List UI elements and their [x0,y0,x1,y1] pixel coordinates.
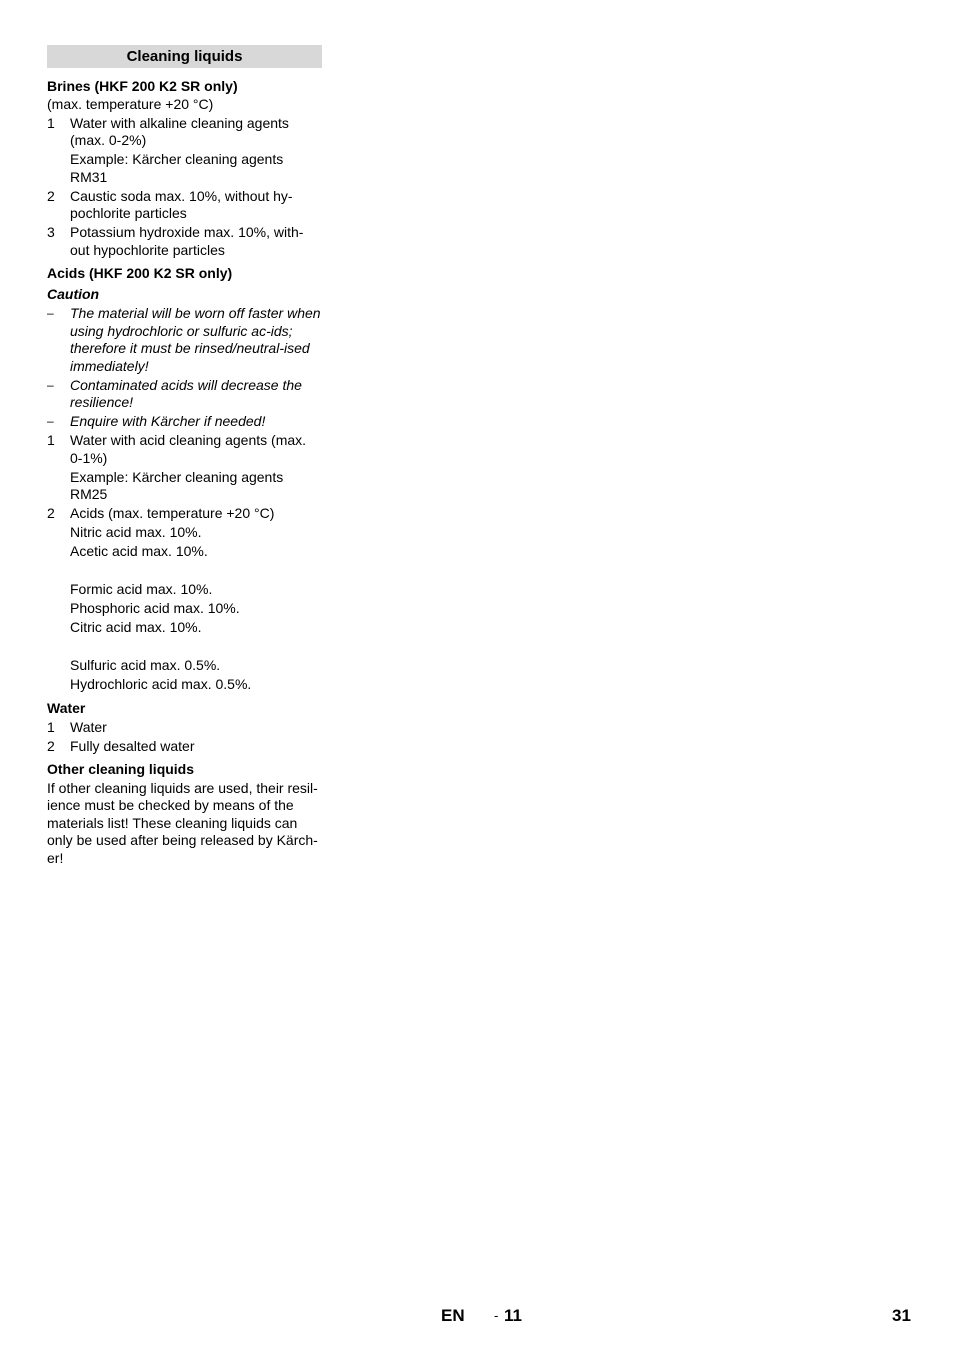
acid-entry: Phosphoric acid max. 10%. [70,600,240,616]
language-label: EN [441,1306,465,1325]
acid-entry: Citric acid max. 10%. [70,619,202,635]
acid-entry: Hydrochloric acid max. 0.5%. [70,676,252,692]
caution-item: – Contaminated acids will decrease the resilience! [47,376,302,410]
list-item: 3 Potassium hydroxide max. 10%, with-out hypochlorite particles [47,224,304,258]
list-item: 2 Acids (max. temperature +20 °C) [47,505,275,521]
bullet-dash: – [47,414,54,428]
section-title: Cleaning liquids [47,45,322,68]
acids-heading: Acids (HKF 200 K2 SR only) [47,265,233,281]
other-paragraph: If other cleaning liquids are used, their resil-ience must be checked by means of the materials list! These cleaning liquids can only be used after being released by Kärch-er! [47,779,318,866]
content-column [47,45,322,867]
list-item: 1 Water with acid cleaning agents (max. 0-1%) [47,432,307,466]
acid-entry: Formic acid max. 10%. [70,581,213,597]
acid-entry: Nitric acid max. 10%. [70,524,202,540]
acid-entry: Acetic acid max. 10%. [70,543,208,559]
other-heading: Other cleaning liquids [47,761,195,777]
page-number: 31 [892,1306,911,1325]
list-item-note: Example: Kärcher cleaning agents RM25 [70,468,284,502]
list-item: 1 Water [47,718,107,735]
bullet-dash: – [47,377,54,392]
brines-subtitle: (max. temperature +20 °C) [47,95,214,112]
list-item: 2 Fully desalted water [47,737,195,754]
page-footer [0,1306,954,1328]
footer-dash: - [494,1308,499,1323]
brines-heading: Brines (HKF 200 K2 SR only) [47,78,238,94]
caution-item: – Enquire with Kärcher if needed! [47,413,266,429]
caution-item: – The material will be worn off faster when using hydrochloric or sulfuric ac-ids; therefore it must be rinsed/neutral-ised immediately! [47,305,321,374]
water-heading: Water [47,699,86,716]
bullet-dash: – [47,306,54,320]
section-page-number: 11 [504,1306,522,1325]
acid-entry: Sulfuric acid max. 0.5%. [70,657,221,673]
list-item-note: Example: Kärcher cleaning agents RM31 [70,151,284,185]
list-item: 2 Caustic soda max. 10%, without hy-pochlorite particles [47,187,293,221]
caution-label: Caution [47,285,100,302]
list-item: 1 Water with alkaline cleaning agents (max. 0-2%) [47,114,289,148]
